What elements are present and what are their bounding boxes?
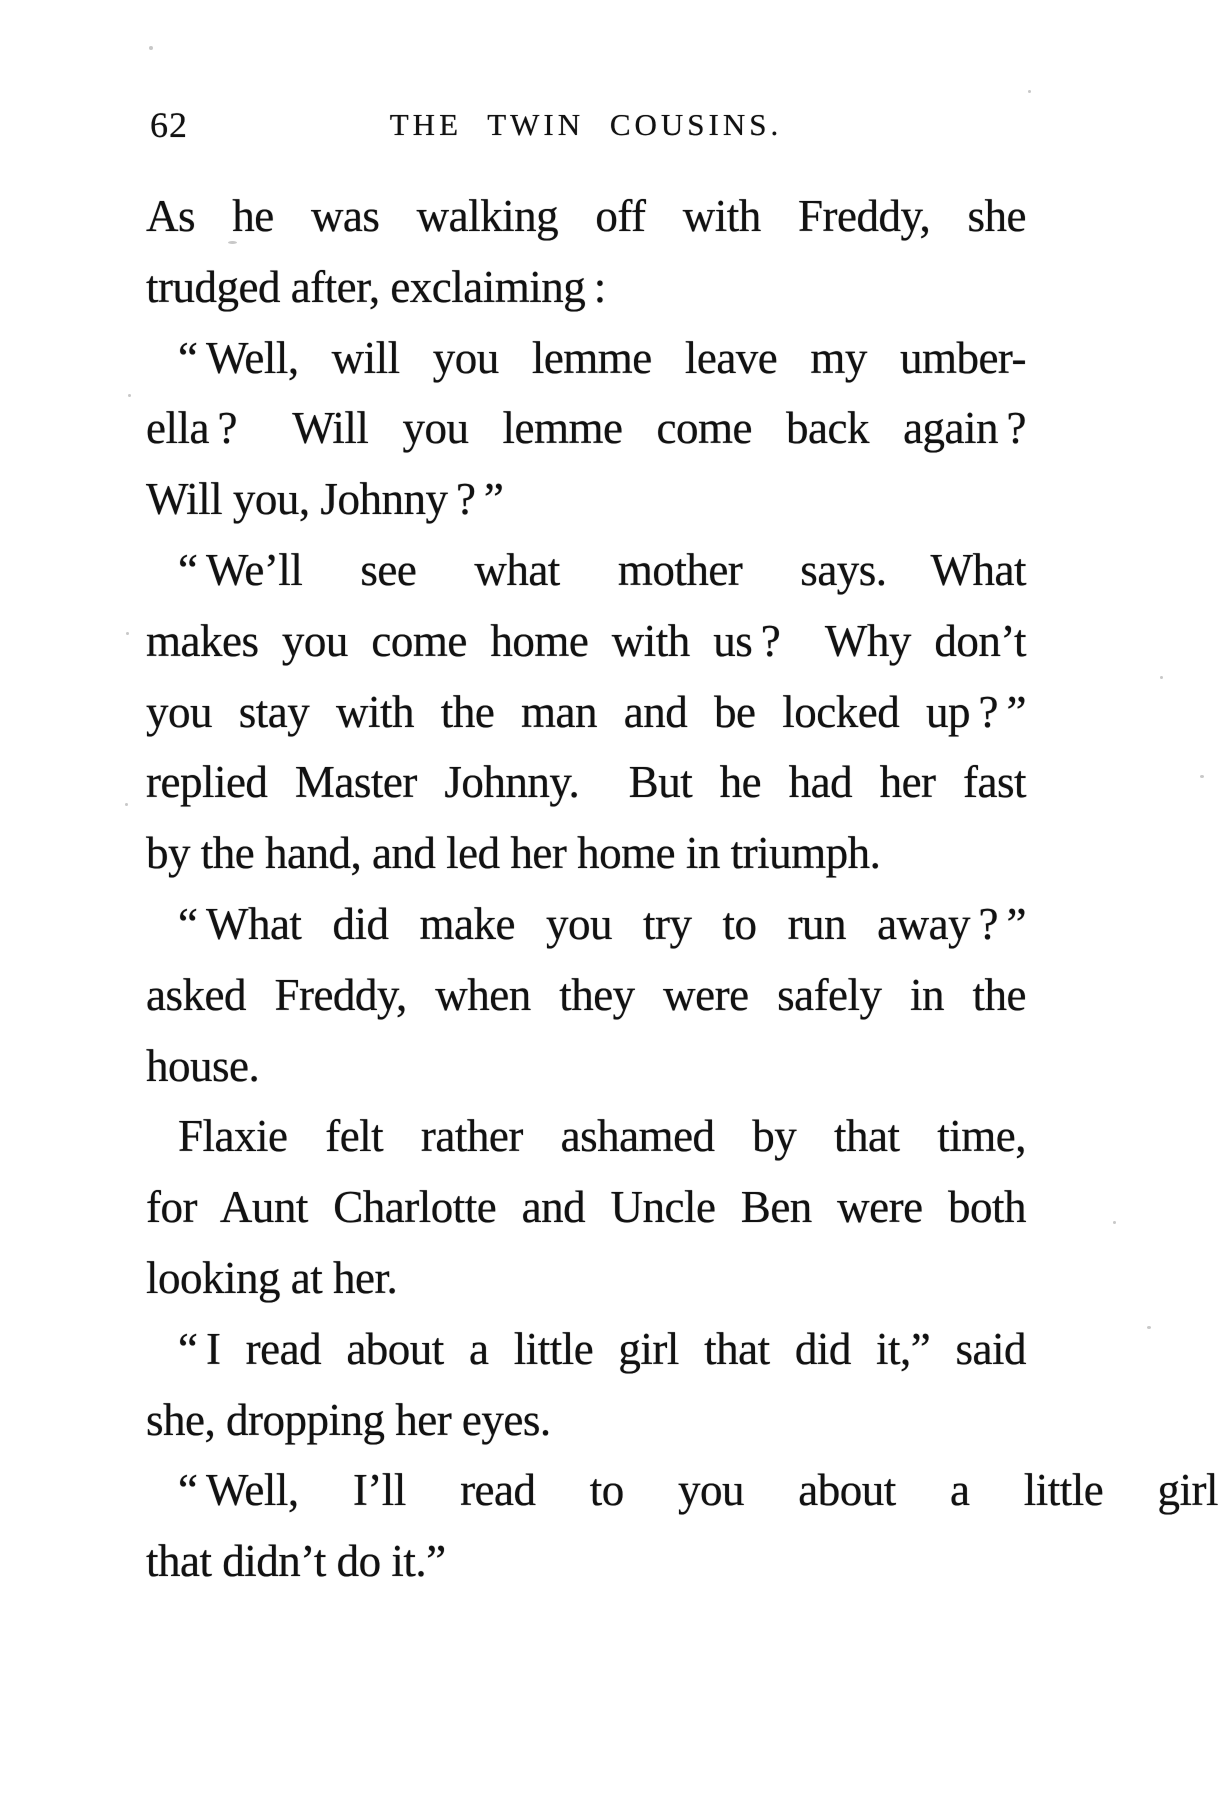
scan-speck [126,632,129,635]
text-line: “ What did make you try to run away ? ” [178,898,1026,949]
text-line: “ We’ll see what mother says. What [178,544,1026,595]
text-line: “ Well, I’ll read to you about a little girl [178,1465,1218,1516]
text-line: that didn’t do it.” [146,1536,446,1587]
scan-speck [1113,1221,1116,1224]
text-line: you stay with the man and be locked up ? ” [146,686,1026,737]
scan-speck [1160,676,1163,679]
text-line: trudged after, exclaiming : [146,261,606,312]
text-line: “ I read about a little girl that did it,” said [178,1323,1026,1374]
text-line: by the hand, and led her home in triumph. [146,828,881,879]
text-line: asked Freddy, when they were safely in the [146,969,1026,1020]
scan-speck [228,241,237,244]
scan-speck [125,803,128,806]
running-head [146,104,1026,148]
text-line: ella ? Will you lemme come back again ? [146,403,1026,454]
text-block [146,181,1218,1597]
scan-speck [128,394,131,397]
text-line: As he was walking off with Freddy, she [146,191,1026,241]
page-number: 62 [150,105,188,145]
scan-speck [1200,775,1204,778]
text-line: house. [146,1040,260,1091]
scan-speck [1028,90,1031,93]
scan-speck [149,46,153,50]
scan-speck [1147,1326,1151,1329]
running-title: THE TWIN COUSINS. [389,107,783,142]
text-line: makes you come home with us ? Why don’t [146,615,1026,666]
text-line: she, dropping her eyes. [146,1394,551,1445]
text-line: Flaxie felt rather ashamed by that time, [178,1111,1026,1162]
text-line: replied Master Johnny. But he had her fast [146,757,1026,808]
text-line: looking at her. [146,1252,398,1303]
text-line: Will you, Johnny ? ” [146,474,504,525]
text-line: for Aunt Charlotte and Uncle Ben were both [146,1182,1026,1233]
text-line: “ Well, will you lemme leave my umber- [178,332,1026,383]
